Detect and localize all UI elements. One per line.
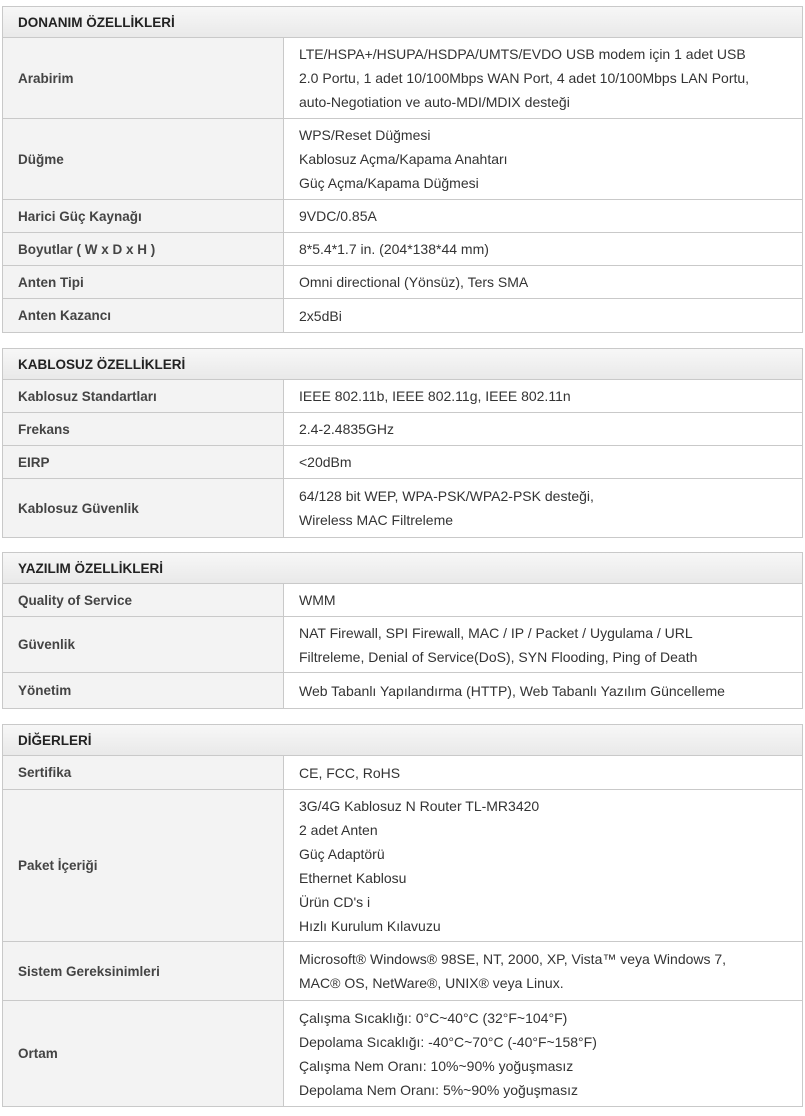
spec-value (284, 38, 802, 118)
spec-row-antenna-gain (3, 299, 802, 332)
spec-value (284, 617, 802, 672)
software-specs-section (2, 552, 803, 709)
spec-value-line: 8*5.4*1.7 in. (204*138*44 mm) (299, 241, 489, 257)
spec-value (284, 413, 802, 445)
spec-row-wireless-standards (3, 380, 802, 413)
spec-label: Sistem Gereksinimleri (3, 942, 284, 1000)
spec-value-line: auto-Negotiation ve auto-MDI/MDIX desteği (299, 94, 570, 110)
spec-value-line: IEEE 802.11b, IEEE 802.11g, IEEE 802.11n (299, 388, 571, 404)
spec-label: Frekans (3, 413, 284, 445)
spec-value (284, 266, 802, 298)
spec-value-line: WPS/Reset Düğmesi (299, 127, 431, 143)
spec-row-buttons (3, 119, 802, 200)
spec-value-line: WMM (299, 592, 336, 608)
spec-row-management (3, 673, 802, 708)
section-title: YAZILIM ÖZELLİKLERİ (3, 553, 802, 584)
spec-value-line: MAC® OS, NetWare®, UNIX® veya Linux. (299, 975, 564, 991)
spec-value-line: Omni directional (Yönsüz), Ters SMA (299, 274, 529, 290)
spec-value (284, 479, 802, 537)
spec-row-frequency (3, 413, 802, 446)
spec-label: Sertifika (3, 756, 284, 789)
spec-value-line: Depolama Sıcaklığı: -40°C~70°C (-40°F~158°F) (299, 1033, 597, 1050)
spec-label: Boyutlar ( W x D x H ) (3, 233, 284, 265)
spec-value-line: 2.0 Portu, 1 adet 10/100Mbps WAN Port, 4 adet 10/100Mbps LAN Portu, (299, 70, 750, 86)
spec-value (284, 380, 802, 412)
section-title: KABLOSUZ ÖZELLİKLERİ (3, 349, 802, 380)
spec-value-line: 2x5dBi (299, 307, 342, 324)
spec-row-power-supply (3, 200, 802, 233)
spec-row-qos (3, 584, 802, 617)
spec-label: Arabirim (3, 38, 284, 118)
spec-value-line: Wireless MAC Filtreleme (299, 512, 454, 528)
spec-value-line: Hızlı Kurulum Kılavuzu (299, 917, 441, 934)
spec-value (284, 942, 802, 1000)
spec-value (284, 119, 802, 199)
spec-value (284, 1001, 802, 1106)
spec-label: Yönetim (3, 673, 284, 708)
section-title: DİĞERLERİ (3, 725, 802, 756)
spec-label: Anten Kazancı (3, 299, 284, 332)
spec-label: Kablosuz Güvenlik (3, 479, 284, 537)
spec-row-antenna-type (3, 266, 802, 299)
spec-value (284, 756, 802, 789)
spec-row-dimensions (3, 233, 802, 266)
spec-label: EIRP (3, 446, 284, 478)
spec-row-wireless-security (3, 479, 802, 537)
spec-value-line: Filtreleme, Denial of Service(DoS), SYN Flooding, Ping of Death (299, 648, 698, 665)
hardware-specs-section (2, 6, 803, 333)
spec-value-line: 2.4-2.4835GHz (299, 421, 394, 437)
spec-value-line: 3G/4G Kablosuz N Router TL-MR3420 (299, 797, 540, 814)
spec-value-line: 2 adet Anten (299, 821, 378, 838)
spec-row-package-contents (3, 790, 802, 942)
spec-value-line: CE, FCC, RoHS (299, 764, 401, 781)
spec-label: Ortam (3, 1001, 284, 1106)
spec-value (284, 584, 802, 616)
spec-value-line: 9VDC/0.85A (299, 208, 377, 224)
spec-label: Düğme (3, 119, 284, 199)
spec-value-line: Microsoft® Windows® 98SE, NT, 2000, XP, Vista™ veya Windows 7, (299, 951, 727, 967)
wireless-specs-section (2, 348, 803, 538)
spec-row-environment (3, 1001, 802, 1106)
spec-label: Harici Güç Kaynağı (3, 200, 284, 232)
spec-row-certification (3, 756, 802, 790)
spec-value (284, 446, 802, 478)
spec-row-interface (3, 38, 802, 119)
spec-value-line: LTE/HSPA+/HSUPA/HSDPA/UMTS/EVDO USB modem için 1 adet USB (299, 46, 746, 62)
spec-value-line: NAT Firewall, SPI Firewall, MAC / IP / Packet / Uygulama / URL (299, 624, 693, 641)
section-title: DONANIM ÖZELLİKLERİ (3, 7, 802, 38)
spec-value-line: <20dBm (299, 454, 352, 470)
spec-label: Kablosuz Standartları (3, 380, 284, 412)
spec-row-security (3, 617, 802, 673)
spec-label: Paket İçeriği (3, 790, 284, 941)
spec-row-eirp (3, 446, 802, 479)
spec-value-line: 64/128 bit WEP, WPA-PSK/WPA2-PSK desteği, (299, 488, 594, 504)
spec-value-line: Ethernet Kablosu (299, 869, 407, 886)
spec-value-line: Çalışma Sıcaklığı: 0°C~40°C (32°F~104°F) (299, 1009, 568, 1026)
spec-value-line: Kablosuz Açma/Kapama Anahtarı (299, 151, 508, 167)
spec-row-system-requirements (3, 942, 802, 1001)
spec-value-line: Güç Adaptörü (299, 845, 385, 862)
spec-value-line: Güç Açma/Kapama Düğmesi (299, 175, 479, 191)
spec-value (284, 790, 802, 941)
spec-value (284, 233, 802, 265)
spec-value-line: Web Tabanlı Yapılandırma (HTTP), Web Tabanlı Yazılım Güncelleme (299, 682, 725, 699)
spec-value (284, 200, 802, 232)
spec-value (284, 673, 802, 708)
spec-value (284, 299, 802, 332)
spec-value-line: Depolama Nem Oranı: 5%~90% yoğuşmasız (299, 1081, 578, 1098)
spec-label: Anten Tipi (3, 266, 284, 298)
spec-value-line: Çalışma Nem Oranı: 10%~90% yoğuşmasız (299, 1057, 574, 1074)
spec-label: Quality of Service (3, 584, 284, 616)
spec-label: Güvenlik (3, 617, 284, 672)
spec-value-line: Ürün CD's i (299, 893, 371, 910)
other-specs-section (2, 724, 803, 1107)
